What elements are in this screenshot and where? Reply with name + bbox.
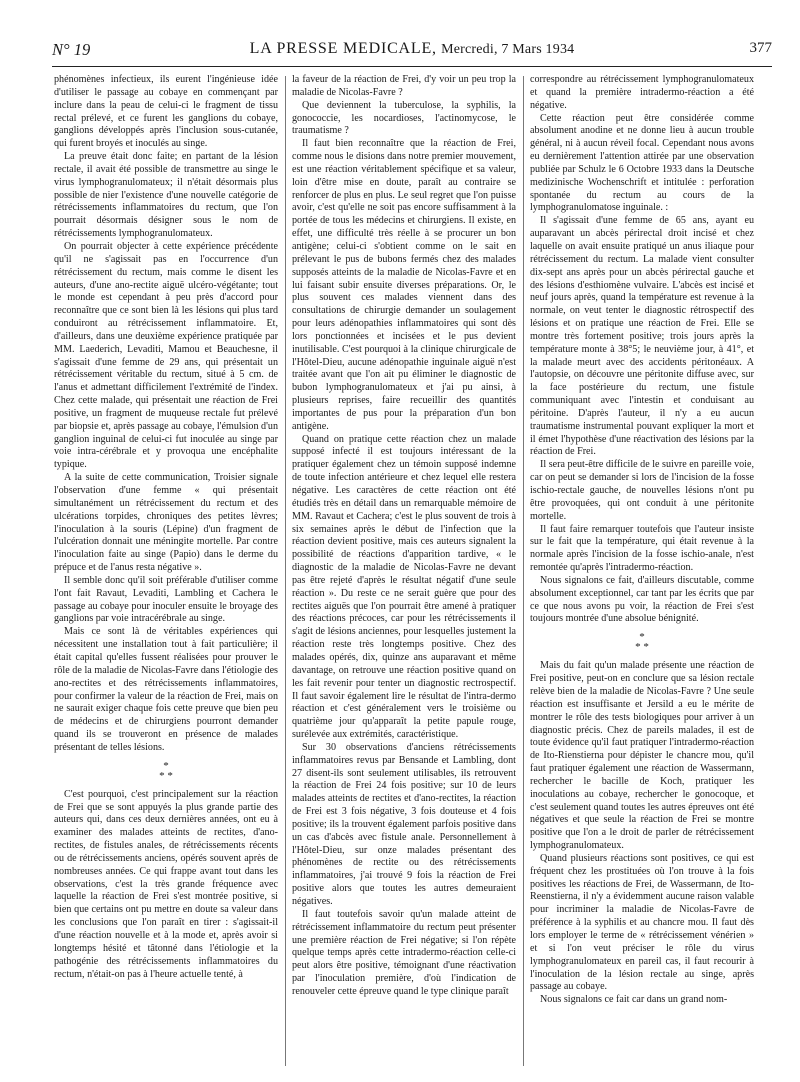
paragraph: La preuve était donc faite; en partant de la lésion rectale, il avait été possible de transmettre au singe le virus lymphogranulomateux; il n'était désormais plus possible de nier l'existence d'une nouvelle catégorie de rétrécissements inflammatoires du rectum, que l'on pourrait désormais désigner sous le nom de rétrécissements lymphogranulomateux. xyxy=(54,151,278,240)
paragraph: phénomènes infectieux, ils eurent l'ingénieuse idée d'utiliser le passage au cobaye en commençant par inclure dans la peau de celui-ci le fragment de tissu rectal prélevé, et ce furent les ganglions du cobaye, ganglions développés après l'inclusion sous-cutanée, qui furent broyés et inoculés au singe. xyxy=(54,74,278,150)
issue-number: N° 19 xyxy=(52,40,91,59)
page-number: 377 xyxy=(749,40,772,56)
paragraph: Sur 30 observations d'anciens rétrécissements inflammatoires revus par Bensande et Lambling, dont 27 disent-ils sont seulement utilisables, ils retrouvent la réaction de Frei 24 fois positive; sur 10 de leurs malades atteints de rectites et d'ano-rectites, la réaction de Frei est 3 fois négative, 3 fois douteuse et 4 fois positive; ils la trouvent également parfois positive dans un cas d'abcès avec fistule anale. Personnellement à l'Hôtel-Dieu, sur onze malades présentant des phénomènes de rectite ou des rétrécissements inflammatoires, j'ai trouvé 9 fois la réaction de Frei positive alors que toutes les autres demeuraient négatives. xyxy=(292,741,516,907)
running-title xyxy=(52,40,772,58)
section-separator xyxy=(54,761,278,781)
paragraph: Il faut faire remarquer toutefois que l'auteur insiste sur le fait que la température, qui était revenue à la normale après l'incision de la fosse ischio-anale, n'est remontée qu'après l'intradermo-réaction. xyxy=(530,523,754,574)
issue-date: Mercredi, 7 Mars 1934 xyxy=(441,42,575,57)
paragraph: Quand on pratique cette réaction chez un malade supposé infecté il est toujours intéressant de la pratiquer également chez un témoin supposé indemne de toute infection antérieure et chez lequel elle restera négative. Les caractères de cette réaction ont été étudiés très en détail dans un remarquable mémoire de MM. Ravaut et Cachera; c'est le plus souvent de trois à six semaines après le début de l'infection que la réaction devient positive, mais ces auteurs signalent la possibilité de réactions d'apparition tardive, « le diagnostic de la maladie de Nicolas-Favre ne devant pas être rejeté d'après le résultat négatif d'une seule réaction ». Du reste ce ne serait guère que pour des rectites aiguës que l'on pourrait être amené à pratiquer des réactions précoces, car pour les rétrécissements il s'agit de lésions anciennes, pour lesquelles justement la réaction reste très longtemps positive. Chez des malades opérés, dix, quinze ans auparavant et même davantage, on retrouve une réaction positive quand on les fait revenir pour tenter un diagnostic rectrospectif. Il faut savoir également lire le résultat de l'intra-dermo réaction et c'est généralement vers le troisième ou quatrième jour qu'apparaît la petite papule rouge, surélevée aux extrémités, caractéristique. xyxy=(292,433,516,741)
page-header xyxy=(52,40,772,68)
paragraph: Mais du fait qu'un malade présente une réaction de Frei positive, peut-on en conclure que sa lésion rectale relève bien de la maladie de Nicolas-Favre ? Une seule réaction est insuffisante et Jersild a eu le mérite de montrer le rôle des tests biologiques pour arriver à un diagnostic précis. Chez de pareils malades, il est de toute évidence qu'il faut pratiquer l'intradermo-réaction de Ito-Rienstierna pour dépister le chancre mou, qu'il faut pratiquer également une réaction de Wassermann, rechercher le bacille de Koch, pratiquer les inoculations au cobaye, rechercher le gonocoque, et c'est seulement quand toutes les autres épreuves ont été négatives et que seule la réaction de Frei se montre positive que l'on a le droit de parler de rétrécissement lymphogranulomateux. xyxy=(530,660,754,852)
paragraph: Il semble donc qu'il soit préférable d'utiliser comme l'ont fait Ravaut, Levaditi, Lambling et Cachera le passage au cobaye pour inoculer ensuite le broyage des ganglions par voie intracérébrale au singe. xyxy=(54,574,278,625)
text-column-1 xyxy=(54,74,278,1074)
paragraph: Nous signalons ce fait car dans un grand nom- xyxy=(540,994,728,1006)
separator-asterisks: * xyxy=(639,631,645,644)
text-column-3 xyxy=(530,74,754,1074)
paragraph: On pourrait objecter à cette expérience précédente qu'il ne s'agissait pas en l'occurrence d'un rétrécissement du rectum, mais comme le disent les auteurs, d'une ano-rectite aiguë ulcéro-végétante; tout le monde est cependant à peu près d'accord pour reconnaître que ce sont bien là les lésions qui plus tard conduiront au rétrécissement inflammatoire. Et, d'ailleurs, dans une deuxième expérience pratiquée par MM. Laederich, Levaditi, Mamou et Beauchesne, il s'agissait d'une femme de 29 ans, qui présentait un rétrécissement véritable du rectum, situé à 5 cm. de l'anus et admettant difficilement l'extrémité de l'index. Chez cette malade, qui présentait une réaction de Frei positive, un fragment de muqueuse rectale fut prélevé par biopsie et, après passage au cobaye, l'émulsion d'un ganglion inguinal de celui-ci fut inoculée au singe par voie intra-cérébrale et y provoqua une encéphalite typique. xyxy=(54,240,278,471)
column-divider xyxy=(285,76,286,1066)
paragraph: A la suite de cette communication, Troisier signale l'observation d'une femme « qui présentait simultanément un rétrécissement du rectum et des ulcérations torpides, chroniques des petites lèvres; l'inoculation à la souris (Lépine) d'un fragment de l'ulcération donnait une méningite mortelle. Par contre l'inoculation faite au singe (Papio) dans le derme du prépuce et de l'anus resta négative ». xyxy=(54,472,278,574)
separator-asterisks: * xyxy=(163,759,169,772)
paragraph: Il s'agissait d'une femme de 65 ans, ayant eu auparavant un abcès périrectal droit incisé et chez laquelle on avait ensuite pratiqué un anus iliaque pour rétrécissement du rectum. La malade vient consulter dix-sept ans après pour un abcès périrectal gauche et des lésions d'esthiomène vulvaire. L'abcès est incisé et neuf jours après, quand la température est revenue à la normale, on veut tenter le diagnostic rétrospectif des lésions et on pratique une réaction de Frei. Elle se montre très fortement positive; trois jours après la température monte à 38°5; le neuvième jour, à 41°, et la malade meurt avec des accidents péritonéaux. A l'autopsie, on découvre une péritonite diffuse avec, sur la face postérieure du rectum, une fistule communiquant avec l'intestin et conduisant au péritoine. D'après l'auteur, il n'y a eu aucun traumatisme instrumental pouvant expliquer la mort et il émet l'hypothèse d'une réactivation des lésions par la réaction de Frei. xyxy=(530,215,754,458)
paragraph: Il faut toutefois savoir qu'un malade atteint de rétrécissement inflammatoire du rectum peut présenter une première réaction de Frei négative; si l'on répète quelque temps après cette intradermo-réaction celle-ci peut alors être positive, témoignant d'une réactivation par l'inoculation première, d'où l'indication de renouveler cette épreuve quand le type clinique paraît xyxy=(292,908,516,997)
paragraph: correspondre au rétrécissement lymphogranulomateux et quand la première intradermo-réaction a été négative. xyxy=(530,74,754,111)
paragraph: la faveur de la réaction de Frei, d'y voir un peu trop la maladie de Nicolas-Favre ? xyxy=(292,74,516,98)
journal-title: LA PRESSE MEDICALE, xyxy=(249,40,437,57)
header-rule xyxy=(52,66,772,67)
paragraph: Mais ce sont là de véritables expériences qui nécessitent une installation tout à fait particulière; il était capital qu'elles fussent réalisées pour prouver le rôle de la maladie de Nicolas-Favre dans l'étiologie des ano-rectites et des rétrécissements inflammatoires, pour confirmer la valeur de la réaction de Frei, mais on ne saurait exiger chaque fois cette preuve que bien peu de médecins et de chirurgiens pourront demander quand ils se trouveront en présence de malades présentant de telles lésions. xyxy=(54,626,278,753)
separator-asterisks: * * xyxy=(635,641,649,654)
section-separator xyxy=(530,632,754,652)
paragraph: Nous signalons ce fait, d'ailleurs discutable, comme absolument exceptionnel, car tant par les écrits que par ce que nous avons pu voir, la réaction de Frei s'est toujours montrée d'une absolue bénignité. xyxy=(530,574,754,625)
column-divider xyxy=(523,76,524,1066)
paragraph: Quand plusieurs réactions sont positives, ce qui est fréquent chez les prostituées où l'on trouve à la fois positives les réactions de Frei, de Wassermann, de Ito-Reenstierna, il n'y a évidemment aucune raison valable pour incriminer la maladie de Nicolas-Favre de préférence à la syphilis et au chancre mou. Il faut dès lors employer le terme de « rétrécissement vénérien » et si l'on veut préciser le rôle du virus lymphogranulomateux en pareil cas, il faut recourir à l'inoculation de la lésion rectale au singe, après passage au cobaye. xyxy=(530,852,754,993)
paragraph: Il faut bien reconnaître que la réaction de Frei, comme nous le disions dans notre premier mouvement, est une réaction véritablement spécifique et sa valeur, loin d'être mise en doute, paraît au contraire se renforcer de plus en plus. Le seul regret que l'on puisse avoir, c'est qu'elle ne soit pas encore suffisamment à la portée de tous les médecins et chirurgiens. Il existe, en effet, une difficulté très réelle à se procurer un bon antigène; celui-ci s'obtient comme on le sait en prélevant le pus de bubons fermés chez des malades supposés atteints de la maladie de Nicolas-Favre et en lui faisant subir ensuite diverses préparations. Or, le plus souvent ces malades viennent dans des consultations de chirurgie demander un soulagement pour leurs adénopathies inflammatoires qui sont dès lors ponctionnées et incisées et le pus devient inutilisable. C'est pourquoi à la clinique chirurgicale de l'Hôtel-Dieu, aucune adénopathie inguinale aiguë n'est traitée avant que l'on ait pu éliminer le diagnostic de bubon lymphogranulomateux et j'ai pu ainsi, à plusieurs reprises, faire recueillir des quantités importantes de pus pour la préparation d'un bon antigène. xyxy=(292,138,516,432)
paragraph: C'est pourquoi, c'est principalement sur la réaction de Frei que se sont appuyés la plus grande partie des auteurs qui, dans ces deux dernières années, ont eu à examiner des malades atteints de rectites, d'ano-rectites, de fistules anales, de rétrécissements récents ou de rétrécissements anciens, opérés souvent après de nombreuses années. Ce qui frappe avant tout dans les observations, c'est la très grande fréquence avec laquelle la réaction de Frei s'est montrée positive, si bien que certains ont pu mettre en doute sa valeur dans les conclusions que l'on paraît en tirer : s'agissait-il d'une réaction nouvelle et à la mode et, après avoir si longtemps hésité et tâtonné dans l'étiologie et la pathogénie des rétrécissements inflammatoires du rectum, n'était-on pas à l'heure actuelle tenté, à xyxy=(54,788,278,980)
paragraph: Cette réaction peut être considérée comme absolument anodine et ne donne lieu à aucun trouble général, ni à aucun réveil focal. Cependant nous avons eu dernièrement l'attention attirée par une observation publiée par Schulz le 6 Octobre 1933 dans la Deutsche medizinische Wochenschrift et intitulée : perforation spontanée du rectum au cours de la lymphogranulomatose inguinale. : xyxy=(530,112,754,214)
separator-asterisks: * * xyxy=(159,769,173,782)
text-column-2 xyxy=(292,74,516,1074)
paragraph: Il sera peut-être difficile de le suivre en pareille voie, car on peut se demander si lors de l'incision de la fosse ischio-rectale gauche, de nouvelles lésions n'ont pu être provoquées, qui ont conduit à une péritonite mortelle. xyxy=(530,459,754,522)
paragraph: Que deviennent la tuberculose, la syphilis, la gonococcie, les nocardioses, l'actinomycose, le traumatisme ? xyxy=(292,99,516,137)
